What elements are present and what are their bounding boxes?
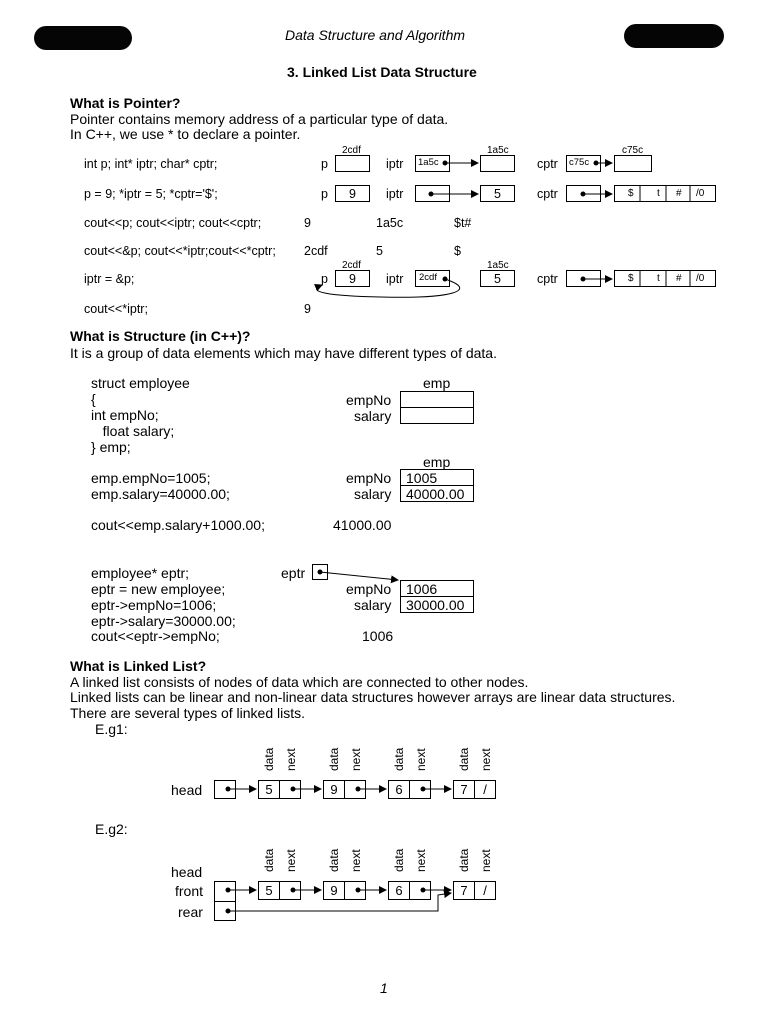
code-line: cout<<&p; cout<<*iptr;cout<<*cptr; bbox=[84, 244, 276, 258]
char-cell: /0 bbox=[696, 273, 705, 284]
page-number: 1 bbox=[380, 980, 388, 996]
box-value: 5 bbox=[494, 187, 501, 201]
address-label: 2cdf bbox=[342, 260, 361, 271]
node-next-null: / bbox=[474, 881, 496, 900]
code-line: eptr->empNo=1006; bbox=[91, 597, 217, 613]
rear-label: rear bbox=[178, 904, 203, 920]
var-label-iptr: iptr bbox=[386, 157, 404, 171]
example-label-2: E.g2: bbox=[95, 821, 128, 837]
node-data: 9 bbox=[323, 780, 345, 799]
output-value: 1a5c bbox=[376, 216, 404, 230]
node-next-null: / bbox=[474, 780, 496, 799]
column-label-next: next bbox=[414, 849, 428, 872]
chapter-title: 3. Linked List Data Structure bbox=[287, 64, 477, 80]
struct-label: emp bbox=[423, 454, 451, 470]
pointer-line-1: Pointer contains memory address of a particular type of data. bbox=[70, 111, 449, 127]
box-value: 9 bbox=[349, 187, 356, 201]
column-label-data: data bbox=[457, 848, 471, 872]
address-label: 1a5c bbox=[487, 145, 509, 156]
node-data: 6 bbox=[388, 780, 410, 799]
code-line: emp.empNo=1005; bbox=[91, 470, 211, 486]
field-value: 30000.00 bbox=[406, 597, 465, 613]
var-label-p: p bbox=[321, 157, 328, 171]
code-line: eptr = new employee; bbox=[91, 581, 226, 597]
node-data: 7 bbox=[453, 881, 475, 900]
code-line: eptr->salary=30000.00; bbox=[91, 613, 236, 629]
linked-list-line-1: A linked list consists of nodes of data which are connected to other nodes. bbox=[70, 674, 529, 690]
column-label-next: next bbox=[284, 748, 298, 771]
var-label-iptr: iptr bbox=[386, 187, 404, 201]
head-label: head bbox=[171, 864, 203, 880]
column-label-next: next bbox=[479, 849, 493, 872]
node-data: 7 bbox=[453, 780, 475, 799]
code-line: cout<<emp.salary+1000.00; bbox=[91, 517, 265, 533]
output-value: 2cdf bbox=[304, 244, 328, 258]
front-label: front bbox=[175, 883, 204, 899]
char-cell: t bbox=[657, 273, 660, 284]
field-label: salary bbox=[354, 408, 392, 424]
address-label: 2cdf bbox=[342, 145, 361, 156]
linked-list-heading: What is Linked List? bbox=[70, 658, 207, 674]
column-label-data: data bbox=[262, 848, 276, 872]
code-line: iptr = &p; bbox=[84, 272, 135, 286]
field-label: salary bbox=[354, 597, 392, 613]
pointer-value: c75c bbox=[569, 157, 590, 168]
column-label-data: data bbox=[457, 747, 471, 771]
column-label-next: next bbox=[479, 748, 493, 771]
output-value: 9 bbox=[304, 216, 311, 230]
field-value: 1006 bbox=[406, 581, 438, 597]
char-cell: /0 bbox=[696, 188, 705, 199]
code-line: } emp; bbox=[91, 439, 131, 455]
char-cell: $ bbox=[628, 273, 634, 284]
field-label: empNo bbox=[346, 470, 392, 486]
field-value: 1005 bbox=[406, 470, 438, 486]
head-label: head bbox=[171, 782, 203, 798]
code-line: cout<<p; cout<<iptr; cout<<cptr; bbox=[84, 216, 262, 230]
field-label: salary bbox=[354, 486, 392, 502]
output-value: $t# bbox=[454, 216, 472, 230]
code-line: cout<<*iptr; bbox=[84, 302, 148, 316]
node-data: 5 bbox=[258, 780, 280, 799]
example-label-1: E.g1: bbox=[95, 721, 128, 737]
output-value: 41000.00 bbox=[333, 517, 392, 533]
structure-line-1: It is a group of data elements which may have different types of data. bbox=[70, 345, 497, 361]
address-label: 1a5c bbox=[487, 260, 509, 271]
node-data: 9 bbox=[323, 881, 345, 900]
code-line: cout<<eptr->empNo; bbox=[91, 628, 220, 644]
linked-list-line-2: Linked lists can be linear and non-linear data structures however arrays are linear data structures. bbox=[70, 689, 676, 705]
column-label-data: data bbox=[392, 848, 406, 872]
char-cell: $ bbox=[628, 188, 634, 199]
pointer-value: 1a5c bbox=[418, 157, 439, 168]
output-value: $ bbox=[454, 244, 461, 258]
column-label-next: next bbox=[349, 849, 363, 872]
linked-list-line-3: There are several types of linked lists. bbox=[70, 705, 305, 721]
column-label-data: data bbox=[392, 747, 406, 771]
char-cell: # bbox=[676, 188, 682, 199]
code-line: struct employee bbox=[91, 375, 190, 391]
column-label-next: next bbox=[349, 748, 363, 771]
var-label-cptr: cptr bbox=[537, 272, 558, 286]
column-label-data: data bbox=[327, 848, 341, 872]
field-value: 40000.00 bbox=[406, 486, 465, 502]
code-line: int empNo; bbox=[91, 407, 159, 423]
field-label: empNo bbox=[346, 581, 392, 597]
code-line: employee* eptr; bbox=[91, 565, 190, 581]
var-label-iptr: iptr bbox=[386, 272, 404, 286]
var-label-p: p bbox=[321, 187, 328, 201]
address-label: c75c bbox=[622, 145, 644, 156]
code-line: emp.salary=40000.00; bbox=[91, 486, 230, 502]
column-label-next: next bbox=[284, 849, 298, 872]
column-label-next: next bbox=[414, 748, 428, 771]
output-value: 1006 bbox=[362, 628, 394, 644]
node-data: 6 bbox=[388, 881, 410, 900]
structure-heading: What is Structure (in C++)? bbox=[70, 328, 251, 344]
node-data: 5 bbox=[258, 881, 280, 900]
pointer-value: 2cdf bbox=[419, 272, 437, 283]
box-value: 5 bbox=[494, 272, 501, 286]
pointer-line-2: In C++, we use * to declare a pointer. bbox=[70, 126, 301, 142]
output-value: 9 bbox=[304, 302, 311, 316]
code-line: { bbox=[91, 391, 96, 407]
char-cell: t bbox=[657, 188, 660, 199]
column-label-data: data bbox=[262, 747, 276, 771]
struct-label: emp bbox=[423, 375, 451, 391]
pointer-heading: What is Pointer? bbox=[70, 95, 181, 111]
column-label-data: data bbox=[327, 747, 341, 771]
field-label: empNo bbox=[346, 392, 392, 408]
code-line: p = 9; *iptr = 5; *cptr='$'; bbox=[84, 187, 218, 201]
box-value: 9 bbox=[349, 272, 356, 286]
var-label-cptr: cptr bbox=[537, 187, 558, 201]
var-label-p: p bbox=[321, 272, 328, 286]
code-line: int p; int* iptr; char* cptr; bbox=[84, 157, 218, 171]
code-line: float salary; bbox=[91, 423, 175, 439]
output-value: 5 bbox=[376, 244, 383, 258]
pointer-label: eptr bbox=[281, 565, 306, 581]
header-title: Data Structure and Algorithm bbox=[285, 27, 466, 43]
var-label-cptr: cptr bbox=[537, 157, 558, 171]
char-cell: # bbox=[676, 273, 682, 284]
